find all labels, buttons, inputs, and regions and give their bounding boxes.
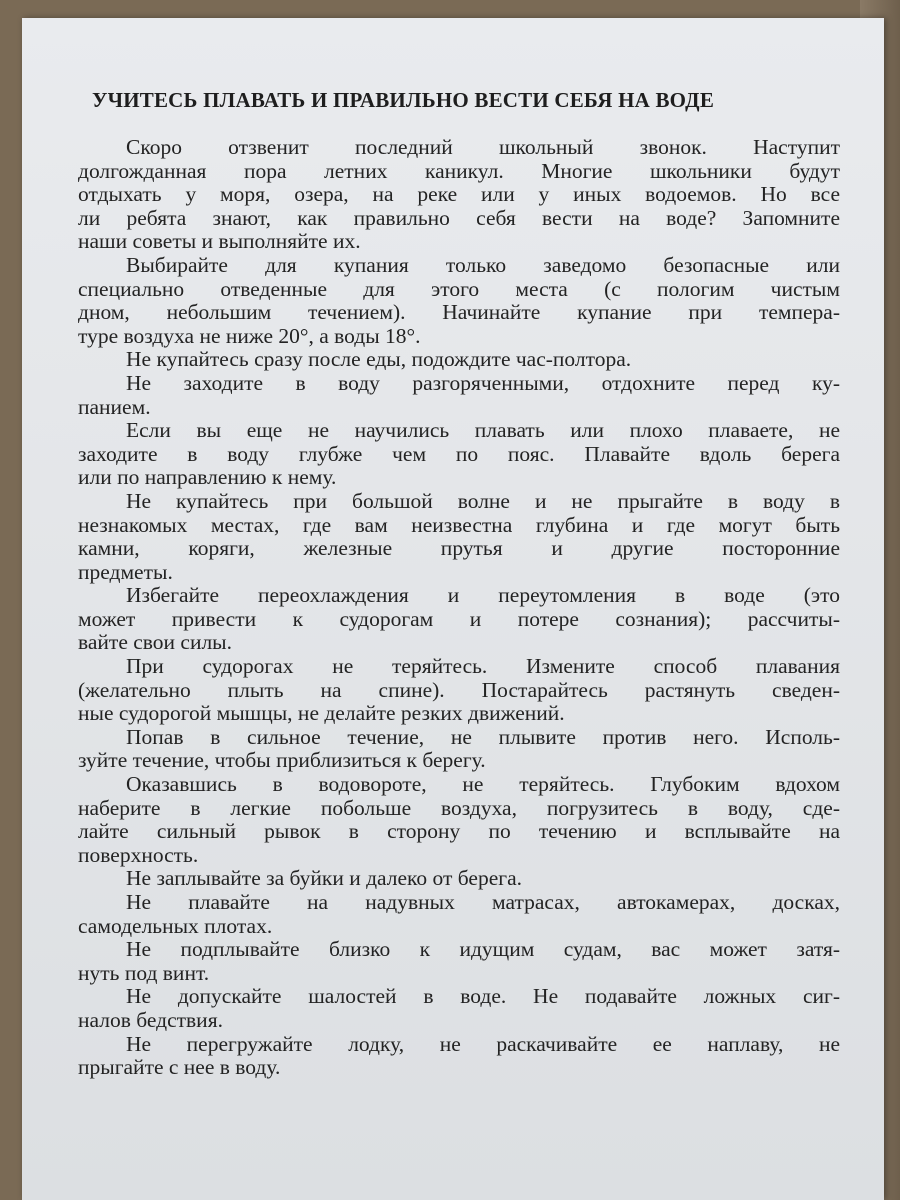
text-line: Если вы еще не научились плавать или плохо плаваете, не — [126, 418, 840, 443]
text-line: Выбирайте для купания только заведомо безопасные или — [126, 252, 840, 277]
text-line: Не допускайте шалостей в воде. Не подавайте ложных сиг- — [126, 984, 840, 1009]
text-line: наберите в легкие побольше воздуха, погрузитесь в воду, сде- — [78, 795, 840, 820]
text-line: Оказавшись в водовороте, не теряйтесь. Глубоким вдохом — [126, 772, 840, 797]
text-line: камни, коряги, железные прутья и другие посторонние — [78, 536, 840, 561]
paragraph — [78, 938, 840, 985]
text-line: туре воздуха не ниже 20°, а воды 18°. — [78, 323, 421, 348]
text-line: может привести к судорогам и потере сознания); рассчиты- — [78, 606, 840, 631]
text-line: панием. — [78, 394, 151, 419]
text-line: прыгайте с нее в воду. — [78, 1055, 281, 1080]
text-line: или по направлению к нему. — [78, 465, 337, 490]
paragraph — [78, 419, 840, 490]
document-title: УЧИТЕСЬ ПЛАВАТЬ И ПРАВИЛЬНО ВЕСТИ СЕБЯ НА ВОДЕ — [92, 88, 715, 112]
text-line: предметы. — [78, 559, 173, 584]
paragraph — [78, 985, 840, 1032]
text-line: (желательно плыть на спине). Постарайтесь растянуть сведен- — [78, 677, 840, 702]
paragraph — [78, 867, 840, 891]
paragraph — [78, 490, 840, 584]
text-line: отдыхать у моря, озера, на реке или у иных водоемов. Но все — [78, 182, 840, 207]
text-line: Попав в сильное течение, не плывите против него. Исполь- — [126, 724, 840, 749]
paragraph — [78, 655, 840, 726]
text-line: Скоро отзвенит последний школьный звонок. Наступит — [126, 135, 840, 159]
paper-sheet — [22, 18, 884, 1200]
text-line: лайте сильный рывок в сторону по течению и всплывайте на — [78, 819, 840, 844]
text-line: заходите в воду глубже чем по пояс. Плавайте вдоль берега — [78, 441, 840, 466]
text-line: Не заплывайте за буйки и далеко от берега. — [126, 866, 522, 891]
paragraph — [78, 372, 840, 419]
paragraph — [78, 254, 840, 348]
text-line: дном, небольшим течением). Начинайте купание при темпера- — [78, 300, 840, 325]
paragraph — [78, 891, 840, 938]
text-line: самодельных плотах. — [78, 913, 273, 938]
paragraph — [78, 726, 840, 773]
text-line: Не заходите в воду разгоряченными, отдохните перед ку- — [126, 370, 840, 395]
text-line: ли ребята знают, как правильно себя вести на воде? Запомните — [78, 205, 840, 230]
text-line: Не перегружайте лодку, не раскачивайте ее наплаву, не — [126, 1031, 840, 1056]
text-line: наши советы и выполняйте их. — [78, 229, 361, 254]
text-line: Не подплывайте близко к идущим судам, вас может затя- — [126, 937, 840, 962]
text-line: ные судорогой мышцы, не делайте резких движений. — [78, 701, 565, 726]
paragraph — [78, 136, 840, 254]
text-line: Не купайтесь сразу после еды, подождите час-полтора. — [126, 347, 632, 372]
text-line: Не купайтесь при большой волне и не прыгайте в воду в — [126, 488, 840, 513]
text-line: вайте свои силы. — [78, 630, 233, 655]
text-line: При судорогах не теряйтесь. Измените способ плавания — [126, 654, 840, 679]
text-line: налов бедствия. — [78, 1007, 223, 1032]
text-line: долгожданная пора летних каникул. Многие школьники будут — [78, 158, 840, 183]
paragraph — [78, 584, 840, 655]
text-line: Избегайте переохлаждения и переутомления в воде (это — [126, 583, 840, 608]
paragraph — [78, 348, 840, 372]
paragraph — [78, 1033, 840, 1080]
text-line: зуйте течение, чтобы приблизиться к берегу. — [78, 748, 486, 773]
text-line: Не плавайте на надувных матрасах, автокамерах, досках, — [126, 890, 840, 914]
text-line: незнакомых местах, где вам неизвестна глубина и где могут быть — [78, 512, 840, 537]
document-body — [78, 136, 840, 1080]
text-line: поверхность. — [78, 842, 199, 867]
text-line: нуть под винт. — [78, 960, 210, 985]
paragraph — [78, 773, 840, 867]
text-line: специально отведенные для этого места (с пологим чистым — [78, 276, 840, 301]
